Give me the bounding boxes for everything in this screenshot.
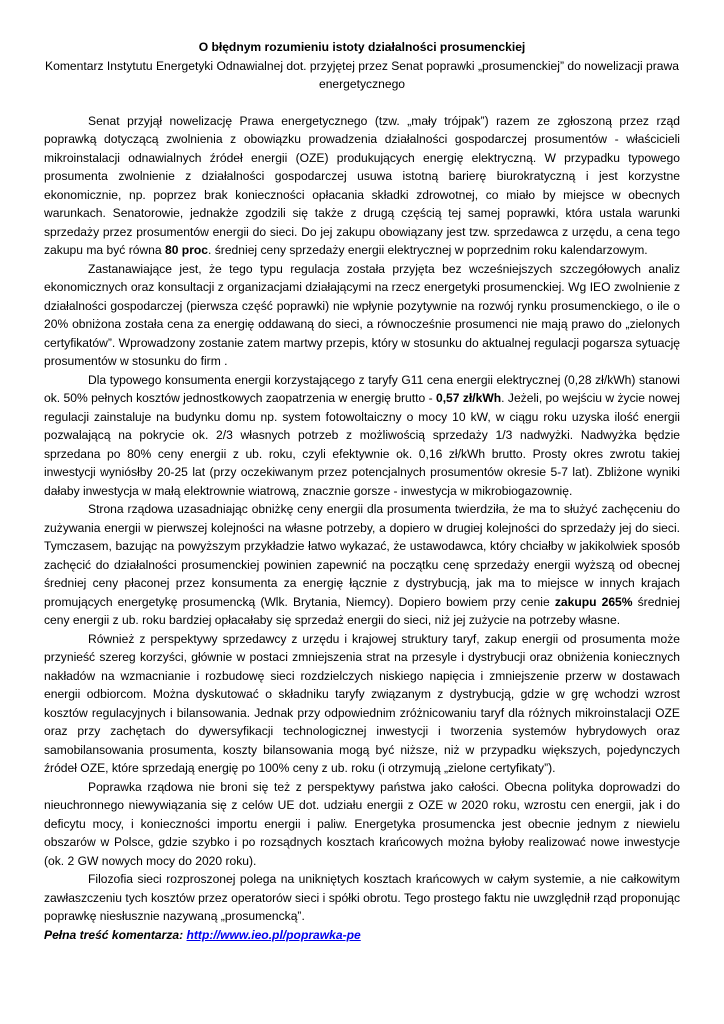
paragraph: Senat przyjął nowelizację Prawa energetycznego (tzw. „mały trójpak”) razem ze zgłoszoną przez rząd poprawką dotyczącą zwolnienia z obowiązku prowadzenia działalności gospodarczej prosumentów - właścicieli mikroinstalacji odnawialnych źródeł energii (OZE) produkujących energię elektryczną. W przypadku typowego prosumenta zwolnienie z działalności gospodarczej usuwa istotną barierę biurokratyczną i jest korzystne ekonomicznie, np. poprzez brak konieczności opłacania składki zdrowotnej, co miało by miejsce w obecnych warunkach. Senatorowie, jednakże zgodzili się także z drugą częścią tej samej poprawki, która ustala warunki sprzedaży przez prosumentów energii do sieci. Do jej zakupu obowiązany jest tzw. sprzedawca z urzędu, a cena tego zakupu ma być równa 80 proc. średniej ceny sprzedaży energii elektrycznej w poprzednim roku kalendarzowym. bbox=[44, 113, 680, 257]
footer-label: Pełna treść komentarza: bbox=[44, 927, 184, 942]
title-block bbox=[44, 38, 680, 94]
paragraph: Filozofia sieci rozproszonej polega na unikniętych kosztach krańcowych w całym systemie, a nie całkowitym zawłaszczeniu tych kosztów przez operatorów sieci i spółki obrotu. Tego prostego faktu nie uwzględnił rząd proponując poprawkę niesłusznie nazywaną „prosumencką”. bbox=[44, 872, 680, 923]
footer-link[interactable]: http://www.ieo.pl/poprawka-pe bbox=[186, 927, 361, 942]
paragraph: Również z perspektywy sprzedawcy z urzędu i krajowej struktury taryf, zakup energii od prosumenta może przynieść szereg korzyści, głównie w postaci zmniejszenia strat na przesyle i dystrybucji oraz obniżenia koniecznych nakładów na wzmacnianie i rozbudowę sieci rozdzielczych niskiego napięcia i zmniejszenie przerw w dostawach energii odbiorcom. Można dyskutować o składniku taryfy związanym z dystrybucją, gdzie w grę wchodzi wzrost kosztów regulacyjnych i bilansowania. Jednak przy odpowiednim zróżnicowaniu taryf dla różnych mikroinstalacji OZE oraz przy zachętach do dywersyfikacji technologicznej inwestycji i tworzenia systemów hybrydowych oraz samobilansowania prosumenta, koszty bilansowania mogą być niższe, niż w przypadku większych, pojedynczych źródeł OZE, które sprzedają energię po 100% ceny z ub. roku (i otrzymują „zielone certyfikaty”). bbox=[44, 631, 680, 775]
document-body bbox=[44, 112, 680, 926]
paragraph: Strona rządowa uzasadniając obniżkę ceny energii dla prosumenta twierdziła, że ma to służyć zachęceniu do zużywania energii w pierwszej kolejności na własne potrzeby, a dopiero w drugiej kolejności do sprzedaży jej do sieci. Tymczasem, bazując na powyższym przykładzie łatwo wykazać, że ustawodawca, który chciałby w jakikolwiek sposób zachęcić do działalności prosumenckiej powinien zapewnić na początku cenę sprzedaży energii wyższą od obecnej średniej ceny płaconej przez konsumenta za energię łącznie z dystrybucją, jak ma to miejsce w innych krajach promujących energetykę prosumencką (Wlk. Brytania, Niemcy). Dopiero bowiem przy cenie zakupu 265% średniej ceny energii z ub. roku bardziej opłacałaby się sprzedaż energii do sieci, niż jej zużycie na potrzeby własne. bbox=[44, 502, 680, 627]
paragraph: Poprawka rządowa nie broni się też z perspektywy państwa jako całości. Obecna polityka doprowadzi do nieuchronnego niewywiązania się z celów UE dot. udziału energii z OZE w 2020 roku, wzrostu cen energii, jak i do deficytu mocy, i konieczności importu energii i paliw. Energetyka prosumencka jest obecnie jednym z niewielu obszarów w Polsce, gdzie szybko i po rozsądnych kosztach krańcowych można byłoby realizować nowe inwestycje (ok. 2 GW nowych mocy do 2020 roku). bbox=[44, 779, 680, 868]
paragraph: Dla typowego konsumenta energii korzystającego z taryfy G11 cena energii elektrycznej (0,28 zł/kWh) stanowi ok. 50% pełnych kosztów jednostkowych zaopatrzenia w energię brutto - 0,57 zł/kWh. Jeżeli, po wejściu w życie nowej regulacji zainstaluje na budynku domu np. system fotowoltaiczny o mocy 10 kW, w ciągu roku uzyska ilość energii pozwalającą na pokrycie ok. 2/3 własnych potrzeb z możliwością sprzedaży 1/3 nadwyżki. Nadwyżka będzie sprzedana po 80% ceny energii z ub. roku, czyli efektywnie ok. 0,16 zł/kWh brutto. Prosty okres zwrotu takiej inwestycji wyniósłby 20-25 lat (przy oczekiwanym przez potencjalnych prosumentów okresie 5-7 lat). Zbliżone wyniki dałaby inwestycja w małą elektrownie wiatrową, znacznie gorsze - inwestycja w mikrobiogazownię. bbox=[44, 372, 680, 498]
document-subtitle: Komentarz Instytutu Energetyki Odnawialnej dot. przyjętej przez Senat poprawki „prosumenckiej” do nowelizacji prawa energetycznego bbox=[45, 58, 679, 91]
footer-line bbox=[44, 926, 680, 945]
paragraph: Zastanawiające jest, że tego typu regulacja została przyjęta bez wcześniejszych szczegółowych analiz ekonomicznych oraz konsultacji z organizacjami działającymi na rzecz energetyki prosumenckiej. Wg IEO zwolnienie z działalności gospodarczej (pierwsza część poprawki) nie wpłynie pozytywnie na rozwój rynku prosumenckiego, o ile o 20% obniżona została cena za energię oddawaną do sieci, a równocześnie prosumenci nie mają prawo do „zielonych certyfikatów”. Wprowadzony zostanie zatem martwy przepis, który w stosunku do aktualnej regulacji pogarsza sytuację prosumentów w stosunku do firm . bbox=[44, 261, 680, 368]
document-title: O błędnym rozumieniu istoty działalności prosumenckiej bbox=[198, 40, 526, 54]
